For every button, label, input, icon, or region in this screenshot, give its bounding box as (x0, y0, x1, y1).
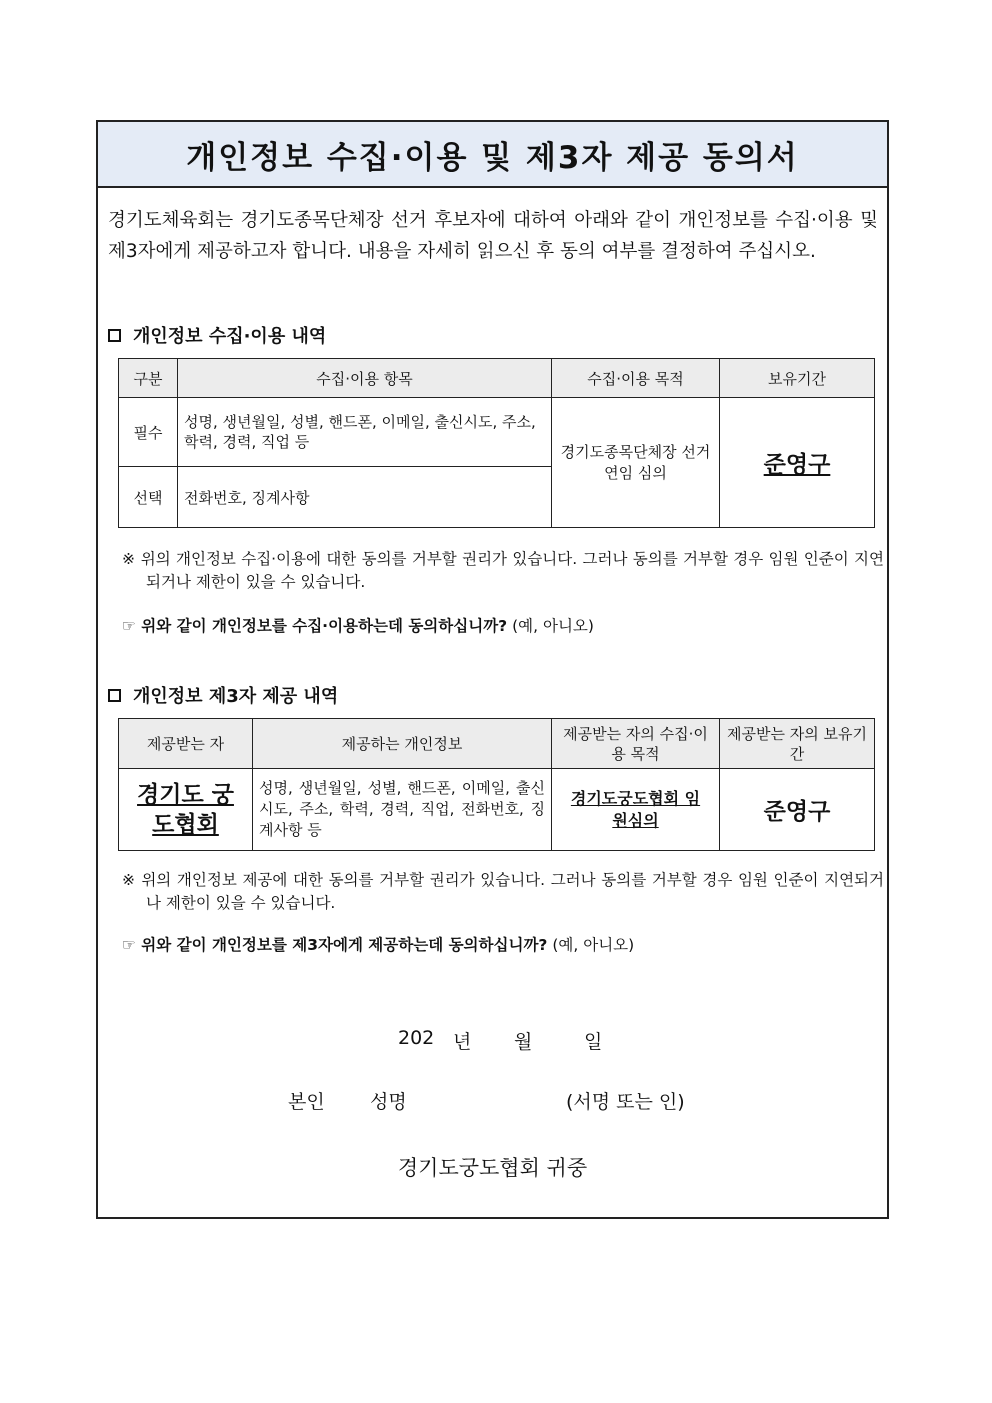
intro-paragraph: 경기도체육회는 경기도종목단체장 선거 후보자에 대하여 아래와 같이 개인정보를 수집·이용 및 제3자에게 제공하고자 합니다. 내용을 자세히 읽으신 후 동의 여부를 결정하여 주십시오. (108, 210, 878, 262)
section1-heading (108, 322, 326, 348)
row-items-optional: 전화번호, 징계사항 (178, 467, 552, 528)
section2-note-text: ※ 위의 개인정보 제공에 대한 동의를 거부할 권리가 있습니다. 그러나 동의를 거부할 경우 임원 인준이 지연되거나 제한이 있을 수 있습니다. (122, 871, 884, 912)
header-provided-info: 제공하는 개인정보 (253, 719, 552, 769)
section1-note (122, 548, 884, 594)
table-header-row (119, 359, 875, 398)
header-items: 수집·이용 항목 (178, 359, 552, 398)
name-label: 성명 (370, 1091, 407, 1113)
section2-answer[interactable]: (예, 아니오) (552, 936, 635, 954)
row-type-required: 필수 (119, 398, 178, 467)
header-recipient: 제공받는 자 (119, 719, 253, 769)
header-recipient-purpose: 제공받는 자의 수집·이용 목적 (552, 719, 720, 769)
row-items-required: 성명, 생년월일, 성별, 핸드폰, 이메일, 출신시도, 주소, 학력, 경력, 직업 등 (178, 398, 552, 467)
recipient-cell: 경기도 궁도협회 (119, 769, 253, 851)
recipient-salutation: 경기도궁도협회 귀중 (397, 1156, 588, 1180)
section2-note (122, 869, 884, 915)
provision-table (118, 718, 875, 851)
header-period: 보유기간 (720, 359, 875, 398)
row-type-optional: 선택 (119, 467, 178, 528)
date-year-label: 년 (453, 1031, 472, 1053)
recipient-period-cell: 준영구 (720, 769, 875, 851)
date-month-label: 월 (514, 1031, 533, 1053)
checkbox-square-icon (108, 329, 121, 342)
header-category: 구분 (119, 359, 178, 398)
checkbox-square-icon (108, 689, 121, 702)
table-row (119, 398, 875, 467)
table-row (119, 769, 875, 851)
section2-heading (108, 682, 338, 708)
header-recipient-period: 제공받는 자의 보유기간 (720, 719, 875, 769)
date-year[interactable]: 202 (398, 1027, 435, 1049)
date-day-label: 일 (584, 1031, 603, 1053)
section1-answer[interactable]: (예, 아니오) (512, 617, 594, 635)
collection-table (118, 358, 875, 528)
section2-question-text: ☞ 위와 같이 개인정보를 제3자에게 제공하는데 동의하십니까? (122, 936, 548, 954)
title-bar (98, 122, 887, 188)
section1-note-text: ※ 위의 개인정보 수집·이용에 대한 동의를 거부할 권리가 있습니다. 그러나 동의를 거부할 경우 임원 인준이 지연되거나 제한이 있을 수 있습니다. (122, 550, 884, 591)
signature-label[interactable]: (서명 또는 인) (566, 1091, 685, 1113)
header-purpose: 수집·이용 목적 (552, 359, 720, 398)
self-label: 본인 (288, 1091, 325, 1113)
provided-info-cell: 성명, 생년월일, 성별, 핸드폰, 이메일, 출신시도, 주소, 학력, 경력, 직업, 전화번호, 징계사항 등 (253, 769, 552, 851)
page-title: 개인정보 수집·이용 및 제3자 제공 동의서 (186, 139, 799, 176)
purpose-cell: 경기도종목단체장 선거 연임 심의 (552, 398, 720, 528)
section1-question (122, 614, 594, 636)
consent-form-frame (96, 120, 889, 1219)
table-header-row (119, 719, 875, 769)
section2-question (122, 933, 634, 955)
section1-question-text: ☞ 위와 같이 개인정보를 수집·이용하는데 동의하십니까? (122, 617, 508, 635)
section2-heading-text: 개인정보 제3자 제공 내역 (133, 686, 339, 707)
period-cell: 준영구 (720, 398, 875, 528)
section1-heading-text: 개인정보 수집·이용 내역 (133, 326, 327, 347)
recipient-purpose-cell: 경기도궁도협회 임원심의 (552, 769, 720, 851)
